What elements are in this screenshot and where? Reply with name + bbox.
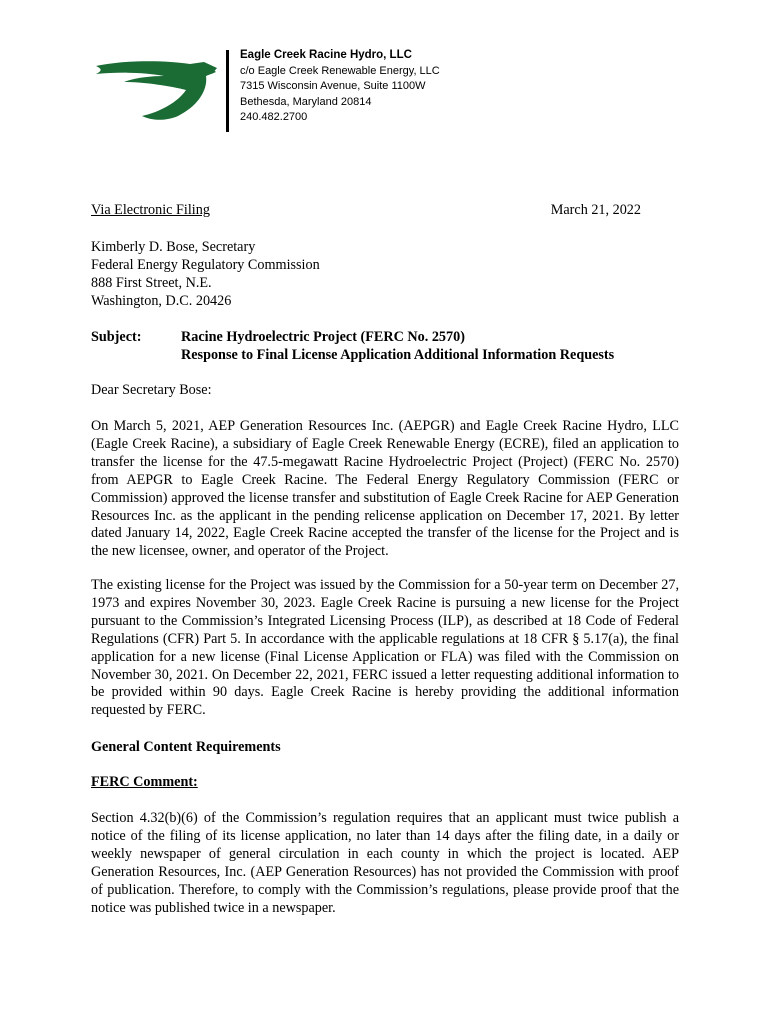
address-line-3: Bethesda, Maryland 20814 (240, 95, 372, 108)
recipient-address (91, 238, 320, 310)
eagle-logo (94, 60, 218, 122)
ferc-comment-label: FERC Comment: (91, 774, 198, 790)
recipient-city: Washington, D.C. 20426 (91, 293, 232, 309)
salutation: Dear Secretary Bose: (91, 382, 212, 398)
section-heading: General Content Requirements (91, 739, 281, 755)
phone-number: 240.482.2700 (240, 111, 308, 123)
delivery-row (91, 202, 641, 219)
letter-date: March 21, 2022 (550, 202, 641, 218)
address-line-2: 7315 Wisconsin Avenue, Suite 1100W (240, 80, 426, 92)
address-line-1: c/o Eagle Creek Renewable Energy, LLC (240, 64, 440, 77)
recipient-street: 888 First Street, N.E. (91, 275, 212, 291)
subject-line-2: Response to Final License Application Additional Information Requests (181, 347, 615, 363)
company-name: Eagle Creek Racine Hydro, LLC (240, 49, 412, 61)
eagle-wing-shape (96, 61, 216, 120)
letterhead (240, 48, 440, 126)
recipient-org: Federal Energy Regulatory Commission (91, 257, 320, 273)
body-paragraph-3: Section 4.32(b)(6) of the Commission’s regulation requires that an applicant must twice publish a notice of the filing of its license application, no later than 14 days after the filing date, in a daily or weekly newspaper of general circulation in each county in which the project is located. AEP Generation Resources, Inc. (AEP Generation Resources) has not provided the Commission with proof of publication. Therefore, to comply with the Commission’s regulations, please provide proof that the notice was published twice in a newspaper. (91, 810, 679, 916)
body-paragraph-2: The existing license for the Project was issued by the Commission for a 50-year term on December 27, 1973 and expires November 30, 2023. Eagle Creek Racine is pursuing a new license for the Project pursuant to the Commission’s Integrated Licensing Process (ILP), as described at 18 Code of Federal Regulations (CFR) Part 5. In accordance with the applicable regulations at 18 CFR § 5.17(a), the final application for a new license (Final License Application or FLA) was filed with the Commission on November 30, 2021. On December 22, 2021, FERC issued a letter requesting additional information to be provided within 90 days. Eagle Creek Racine is hereby providing the additional information requested by FERC. (91, 577, 679, 719)
body-paragraph-1: On March 5, 2021, AEP Generation Resources Inc. (AEPGR) and Eagle Creek Racine Hydro, LLC (Eagle Creek Racine), a subsidiary of Eagle Creek Renewable Energy (ECRE), filed an application to transfer the license for the 47.5-megawatt Racine Hydroelectric Project (Project) (FERC No. 2570) from AEPGR to Eagle Creek Racine. The Federal Energy Regulatory Commission (FERC or Commission) approved the license transfer and substitution of Eagle Creek Racine for AEP Generation Resources Inc. as the applicant in the pending relicense application on December 17, 2021. By letter dated January 14, 2022, Eagle Creek Racine accepted the transfer of the license for the Project and is the new licensee, owner, and operator of the Project. (91, 418, 679, 560)
letterhead-divider (226, 50, 229, 132)
delivery-method: Via Electronic Filing (91, 202, 210, 218)
subject-label: Subject: (91, 329, 142, 345)
subject-line-1: Racine Hydroelectric Project (FERC No. 2570) (181, 329, 465, 345)
recipient-name: Kimberly D. Bose, Secretary (91, 239, 256, 255)
